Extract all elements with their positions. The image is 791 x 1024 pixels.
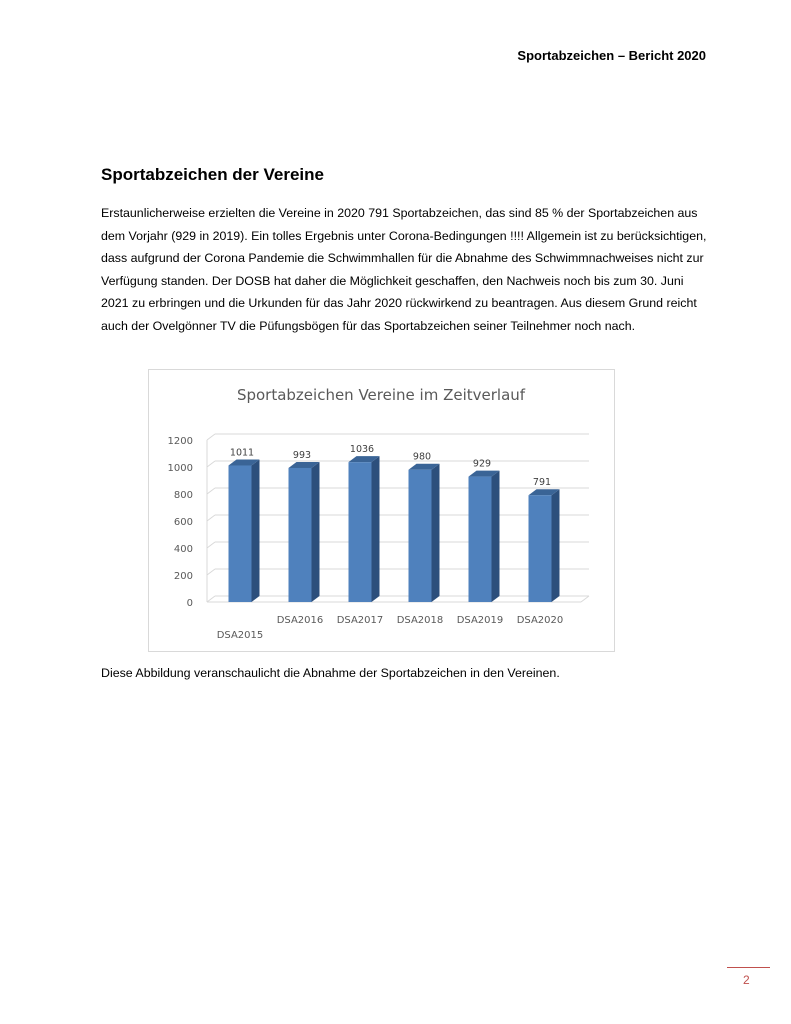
bar-side <box>312 462 320 602</box>
bar-front <box>409 470 432 602</box>
data-label: 929 <box>472 458 492 470</box>
y-tick-label: 800 <box>173 490 193 501</box>
y-tick-label: 1200 <box>167 436 193 447</box>
bar-front <box>229 466 252 602</box>
bar-side <box>552 489 560 602</box>
footer-divider <box>727 967 770 968</box>
y-tick-label: 200 <box>173 571 193 582</box>
chart-title: Sportabzeichen Vereine im Zeitverlauf <box>236 386 526 404</box>
bar-side <box>432 464 440 602</box>
bar <box>469 471 500 602</box>
bar-front <box>469 477 492 602</box>
figure-caption: Diese Abbildung veranschaulicht die Abnahme der Sportabzeichen in den Vereinen. <box>101 666 560 680</box>
gridline-depth <box>207 434 215 440</box>
bar <box>529 489 560 602</box>
data-label: 791 <box>532 477 552 489</box>
x-tick-label: DSA2015 <box>216 630 264 641</box>
gridline-depth <box>207 542 215 548</box>
gridline-depth <box>207 569 215 575</box>
y-tick-label: 0 <box>186 598 193 609</box>
bar <box>409 464 440 602</box>
y-tick-label: 600 <box>173 517 193 528</box>
section-title: Sportabzeichen der Vereine <box>101 165 324 184</box>
gridline-depth <box>207 461 215 467</box>
gridline-depth <box>207 515 215 521</box>
bar-front <box>289 468 312 602</box>
bar-front <box>349 462 372 602</box>
x-tick-label: DSA2019 <box>456 615 504 626</box>
gridline-depth <box>207 488 215 494</box>
y-tick-label: 1000 <box>167 463 193 474</box>
bar <box>289 462 320 602</box>
data-label: 1036 <box>349 444 375 456</box>
bar-side <box>492 471 500 602</box>
y-tick-label: 400 <box>173 544 193 555</box>
x-tick-label: DSA2016 <box>276 615 324 626</box>
data-label: 993 <box>292 449 312 461</box>
gridline-depth <box>207 596 215 602</box>
body-paragraph: Erstaunlicherweise erzielten die Vereine in 2020 791 Sportabzeichen, das sind 85 % der Sportabzeichen aus dem Vorjahr (929 in 2019). Ein tolles Ergebnis unter Corona-Bedingungen !!!! Allgemein ist zu berücksichtigen, dass aufgrund der Corona Pandemie die Schwimmhallen für die Abnahme des Schwimmnachweises nicht zur Verfügung standen. Der DOSB hat daher die Möglichkeit geschaffen, den Nachweis noch bis zum 30. Juni 2021 zu erbringen und die Urkunden für das Jahr 2020 rückwirkend zu beantragen. Aus diesem Grund reicht auch der Ovelgönner TV die Püfungsbögen für das Sportabzeichen seiner Teilnehmer noch nach. <box>101 206 707 333</box>
chart-frame <box>148 369 615 652</box>
bar-front <box>529 495 552 602</box>
y-axis <box>168 436 193 609</box>
x-axis <box>217 615 564 641</box>
bar-side <box>372 456 380 602</box>
bar-side <box>252 460 260 602</box>
bar <box>349 456 380 602</box>
x-tick-label: DSA2017 <box>336 615 384 626</box>
data-label: 980 <box>412 451 432 463</box>
bar <box>229 460 260 602</box>
running-header: Sportabzeichen – Bericht 2020 <box>517 48 706 63</box>
floor-edge <box>581 596 589 602</box>
data-label: 1011 <box>229 447 255 459</box>
x-tick-label: DSA2020 <box>516 615 564 626</box>
bar-series <box>229 444 560 602</box>
bar-chart <box>149 370 614 651</box>
x-tick-label: DSA2018 <box>396 615 444 626</box>
page-number: 2 <box>743 973 750 987</box>
